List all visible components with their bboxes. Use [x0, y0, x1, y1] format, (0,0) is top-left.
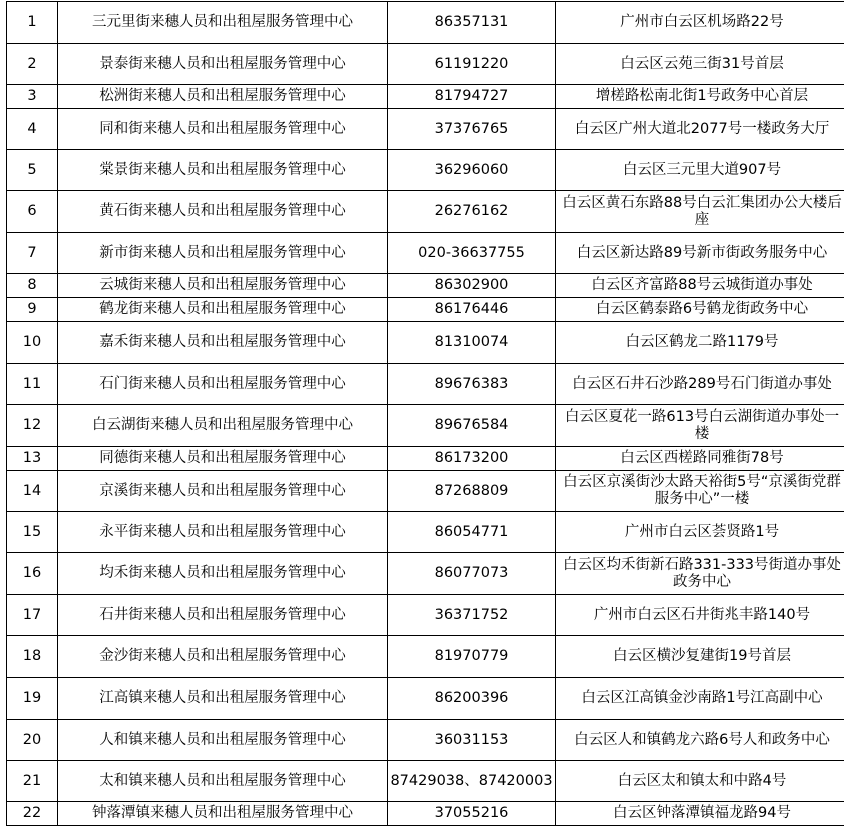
row-number-cell: 21	[7, 761, 58, 802]
center-name-cell: 景泰街来穗人员和出租屋服务管理中心	[58, 44, 388, 85]
phone-number-cell: 86200396	[388, 678, 556, 720]
center-name-cell: 云城街来穗人员和出租屋服务管理中心	[58, 274, 388, 298]
center-name-cell: 新市街来穗人员和出租屋服务管理中心	[58, 233, 388, 274]
table-row	[7, 512, 844, 553]
center-name-cell: 石门街来穗人员和出租屋服务管理中心	[58, 364, 388, 405]
row-number-cell: 2	[7, 44, 58, 85]
address-cell: 白云区江高镇金沙南路1号江高副中心	[556, 678, 844, 720]
table-row	[7, 85, 844, 109]
address-cell: 白云区黄石东路88号白云汇集团办公大楼后座	[556, 191, 844, 233]
center-name-cell: 石井街来穗人员和出租屋服务管理中心	[58, 595, 388, 636]
address-cell: 白云区西槎路同雅街78号	[556, 447, 844, 471]
phone-number-cell: 89676584	[388, 405, 556, 447]
center-name-cell: 棠景街来穗人员和出租屋服务管理中心	[58, 150, 388, 191]
phone-number-cell: 81970779	[388, 636, 556, 678]
center-name-cell: 金沙街来穗人员和出租屋服务管理中心	[58, 636, 388, 678]
address-cell: 白云区三元里大道907号	[556, 150, 844, 191]
phone-number-cell: 37055216	[388, 802, 556, 826]
row-number-cell: 19	[7, 678, 58, 720]
phone-number-cell: 81310074	[388, 322, 556, 364]
row-number-cell: 11	[7, 364, 58, 405]
row-number-cell: 1	[7, 2, 58, 44]
row-number-cell: 13	[7, 447, 58, 471]
table-row	[7, 191, 844, 233]
center-name-cell: 鹤龙街来穗人员和出租屋服务管理中心	[58, 298, 388, 322]
center-name-cell: 钟落潭镇来穗人员和出租屋服务管理中心	[58, 802, 388, 826]
center-name-cell: 同德街来穗人员和出租屋服务管理中心	[58, 447, 388, 471]
center-name-cell: 太和镇来穗人员和出租屋服务管理中心	[58, 761, 388, 802]
phone-number-cell: 020-36637755	[388, 233, 556, 274]
center-name-cell: 松洲街来穗人员和出租屋服务管理中心	[58, 85, 388, 109]
address-cell: 白云区云苑三街31号首层	[556, 44, 844, 85]
phone-number-cell: 61191220	[388, 44, 556, 85]
address-cell: 白云区广州大道北2077号一楼政务大厅	[556, 109, 844, 150]
table-row	[7, 405, 844, 447]
address-cell: 白云区钟落潭镇福龙路94号	[556, 802, 844, 826]
phone-number-cell: 86054771	[388, 512, 556, 553]
center-name-cell: 均禾街来穗人员和出租屋服务管理中心	[58, 553, 388, 595]
table-row	[7, 471, 844, 512]
table-row	[7, 636, 844, 678]
address-cell: 白云区均禾街新石路331-333号街道办事处政务中心	[556, 553, 844, 595]
address-cell: 广州市白云区荟贤路1号	[556, 512, 844, 553]
phone-number-cell: 81794727	[388, 85, 556, 109]
row-number-cell: 14	[7, 471, 58, 512]
table-body	[7, 2, 844, 826]
row-number-cell: 7	[7, 233, 58, 274]
center-name-cell: 白云湖街来穗人员和出租屋服务管理中心	[58, 405, 388, 447]
service-centers-table	[6, 1, 844, 826]
address-cell: 白云区京溪街沙太路天裕街5号“京溪街党群服务中心”一楼	[556, 471, 844, 512]
center-name-cell: 三元里街来穗人员和出租屋服务管理中心	[58, 2, 388, 44]
table-row	[7, 595, 844, 636]
table-row	[7, 678, 844, 720]
phone-number-cell: 37376765	[388, 109, 556, 150]
table-row	[7, 150, 844, 191]
phone-number-cell: 87268809	[388, 471, 556, 512]
row-number-cell: 9	[7, 298, 58, 322]
address-cell: 增槎路松南北街1号政务中心首层	[556, 85, 844, 109]
center-name-cell: 人和镇来穗人员和出租屋服务管理中心	[58, 720, 388, 761]
address-cell: 广州市白云区机场路22号	[556, 2, 844, 44]
row-number-cell: 6	[7, 191, 58, 233]
phone-number-cell: 36296060	[388, 150, 556, 191]
address-cell: 白云区鹤龙二路1179号	[556, 322, 844, 364]
address-cell: 白云区人和镇鹤龙六路6号人和政务中心	[556, 720, 844, 761]
table-row	[7, 233, 844, 274]
table-row	[7, 109, 844, 150]
phone-number-cell: 86176446	[388, 298, 556, 322]
center-name-cell: 黄石街来穗人员和出租屋服务管理中心	[58, 191, 388, 233]
phone-number-cell: 89676383	[388, 364, 556, 405]
phone-number-cell: 36031153	[388, 720, 556, 761]
row-number-cell: 4	[7, 109, 58, 150]
row-number-cell: 15	[7, 512, 58, 553]
table-row	[7, 2, 844, 44]
phone-number-cell: 87429038、87420003	[388, 761, 556, 802]
table-row	[7, 274, 844, 298]
address-cell: 广州市白云区石井街兆丰路140号	[556, 595, 844, 636]
table-row	[7, 553, 844, 595]
address-cell: 白云区石井石沙路289号石门街道办事处	[556, 364, 844, 405]
address-cell: 白云区鹤泰路6号鹤龙街政务中心	[556, 298, 844, 322]
row-number-cell: 17	[7, 595, 58, 636]
table-row	[7, 322, 844, 364]
center-name-cell: 江高镇来穗人员和出租屋服务管理中心	[58, 678, 388, 720]
row-number-cell: 22	[7, 802, 58, 826]
table-row	[7, 364, 844, 405]
phone-number-cell: 26276162	[388, 191, 556, 233]
row-number-cell: 18	[7, 636, 58, 678]
table-row	[7, 802, 844, 826]
phone-number-cell: 86302900	[388, 274, 556, 298]
table-row	[7, 761, 844, 802]
table-row	[7, 720, 844, 761]
table-row	[7, 447, 844, 471]
phone-number-cell: 36371752	[388, 595, 556, 636]
address-cell: 白云区新达路89号新市街政务服务中心	[556, 233, 844, 274]
row-number-cell: 3	[7, 85, 58, 109]
row-number-cell: 12	[7, 405, 58, 447]
phone-number-cell: 86173200	[388, 447, 556, 471]
address-cell: 白云区太和镇太和中路4号	[556, 761, 844, 802]
address-cell: 白云区齐富路88号云城街道办事处	[556, 274, 844, 298]
table-row	[7, 298, 844, 322]
center-name-cell: 嘉禾街来穗人员和出租屋服务管理中心	[58, 322, 388, 364]
center-name-cell: 京溪街来穗人员和出租屋服务管理中心	[58, 471, 388, 512]
row-number-cell: 5	[7, 150, 58, 191]
address-cell: 白云区夏花一路613号白云湖街道办事处一楼	[556, 405, 844, 447]
phone-number-cell: 86077073	[388, 553, 556, 595]
address-cell: 白云区横沙复建街19号首层	[556, 636, 844, 678]
row-number-cell: 16	[7, 553, 58, 595]
phone-number-cell: 86357131	[388, 2, 556, 44]
center-name-cell: 永平街来穗人员和出租屋服务管理中心	[58, 512, 388, 553]
row-number-cell: 20	[7, 720, 58, 761]
row-number-cell: 10	[7, 322, 58, 364]
center-name-cell: 同和街来穗人员和出租屋服务管理中心	[58, 109, 388, 150]
row-number-cell: 8	[7, 274, 58, 298]
table-row	[7, 44, 844, 85]
